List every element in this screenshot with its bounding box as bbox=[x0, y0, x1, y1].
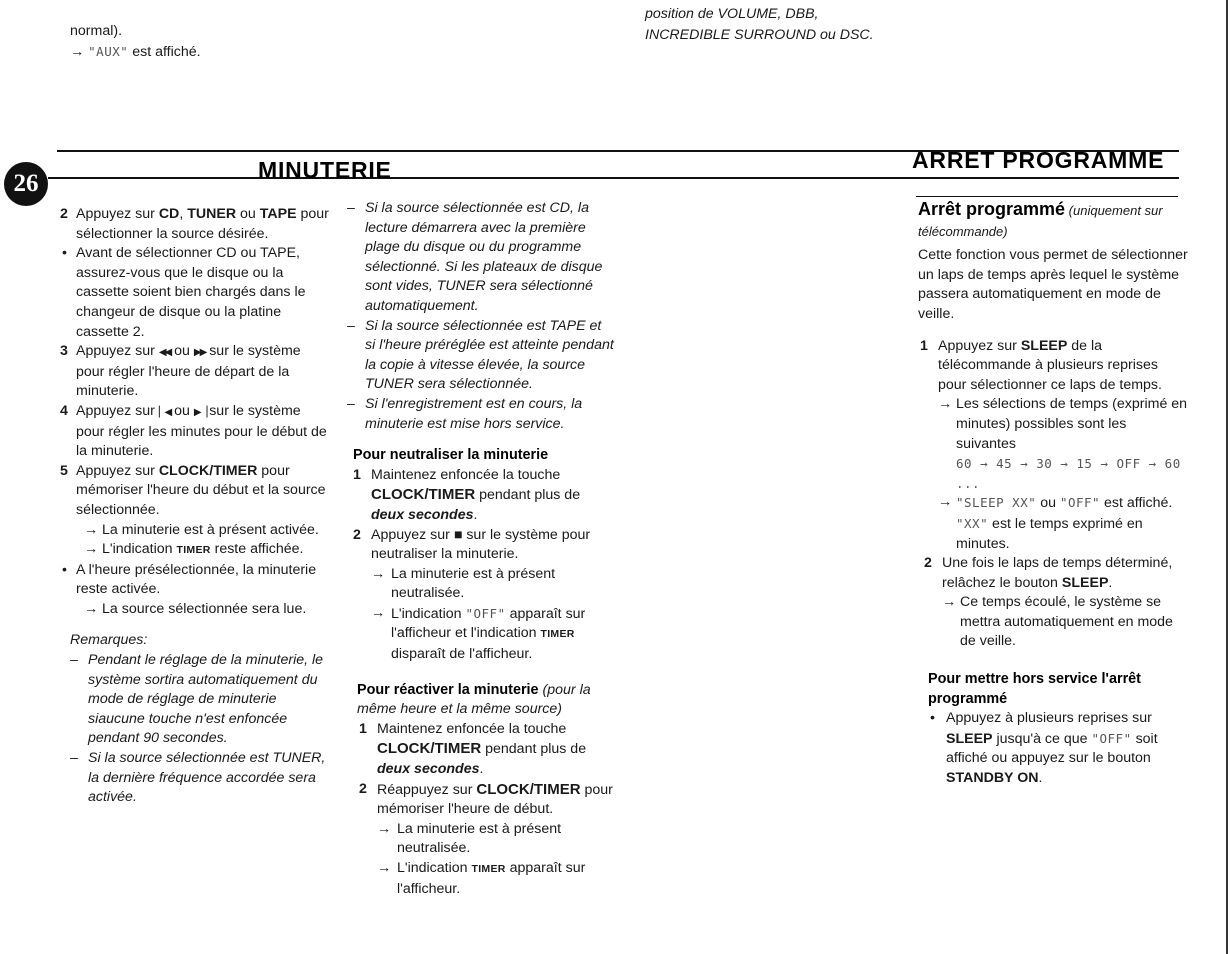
result-arrow: → Les sélections de temps (exprimé en minutes) possibles sont les suivantes bbox=[938, 396, 1188, 452]
arrow-icon: → bbox=[371, 565, 386, 582]
neutralize-heading: Pour neutraliser la minuterie bbox=[353, 447, 549, 464]
result-arrow: → La minuterie est à présent neutralisée. bbox=[377, 820, 562, 857]
top-right-fragment bbox=[645, 4, 945, 46]
reactivate-heading: Pour réactiver la minuterie (pour la même heure et la même source) bbox=[357, 681, 591, 718]
top-left-fragment bbox=[70, 22, 330, 62]
result-arrow: → L'indication TIMER apparaît sur l'afficheur. bbox=[377, 860, 586, 897]
remark-item: – Si la source sélectionnée est TUNER, la dernière fréquence accordée sera activée. bbox=[70, 750, 326, 806]
arret-column bbox=[918, 200, 1188, 789]
remark-item: – Si l'enregistrement est en cours, la minuterie est mise hors service. bbox=[347, 395, 583, 432]
step-1: 1 Maintenez enfoncée la touche CLOCK/TIMER pendant plus de deux secondes. bbox=[359, 720, 587, 778]
arrow-icon: → bbox=[84, 600, 99, 617]
arrow-icon: → bbox=[70, 43, 85, 60]
section-title-arret-wrap bbox=[912, 147, 1164, 173]
step-4: 4 Appuyez sur ▏◀ ou ▶▕ sur le système pour régler les minutes pour le début de la minuterie. bbox=[60, 402, 327, 460]
subtitle: Arrêt programmé (uniquement sur télécommande) bbox=[918, 199, 1163, 239]
bullet-item: • Avant de sélectionner CD ou TAPE, assurez-vous que le disque ou la cassette soient bien chargés dans le changeur de disque ou la platine cassette 2. bbox=[62, 245, 306, 340]
section-title-minuterie: MINUTERIE bbox=[258, 157, 392, 183]
minuterie-column-1 bbox=[60, 205, 332, 808]
arrow-icon: → bbox=[938, 494, 953, 511]
arrow-icon: → bbox=[84, 521, 99, 538]
section-title-arret: ARRET PROGRAMME bbox=[912, 147, 1165, 173]
remark-item: – Si la source sélectionnée est TAPE et si l'heure préréglée est atteinte pendant la copie à vitesse élevée, la source TUNER sera sélectionnée. bbox=[347, 317, 614, 393]
rewind-icon: ◀◀ bbox=[158, 347, 171, 359]
arrow-icon: → bbox=[84, 541, 99, 558]
page-number-badge bbox=[4, 162, 48, 206]
step-1: 1 Maintenez enfoncée la touche CLOCK/TIMER pendant plus de deux secondes. bbox=[353, 466, 581, 523]
step-5: 5 Appuyez sur CLOCK/TIMER pour mémoriser l'heure du début et la source sélectionnée. bbox=[60, 462, 326, 518]
stop-icon: ■ bbox=[453, 526, 463, 543]
display-text: "AUX" bbox=[88, 43, 129, 59]
skip-back-icon: ▏◀ bbox=[158, 406, 171, 418]
remarks-title: Remarques: bbox=[70, 632, 148, 649]
step-2: 2 Une fois le laps de temps déterminé, relâchez le bouton SLEEP. bbox=[924, 555, 1173, 591]
skip-forward-icon: ▶▕ bbox=[193, 406, 206, 418]
page-number: 26 bbox=[13, 170, 39, 198]
page-edge-line bbox=[1226, 0, 1228, 954]
result-arrow: → La minuterie est à présent activée. bbox=[60, 521, 332, 541]
step-1: 1 Appuyez sur SLEEP de la télécommande à plusieurs reprises pour sélectionner ce laps de temps. bbox=[920, 337, 1162, 393]
result-arrow: → L'indication TIMER reste affichée. bbox=[60, 540, 332, 561]
result-arrow: → L'indication "OFF" apparaît sur l'afficheur et l'indication TIMER disparaît de l'afficheur. bbox=[371, 604, 586, 663]
arrow-icon: → bbox=[377, 860, 392, 876]
fragment-text: normal). bbox=[70, 23, 123, 39]
result-arrow: → La source sélectionnée sera lue. bbox=[60, 600, 332, 620]
fast-forward-icon: ▶▶ bbox=[193, 347, 206, 359]
arrow-icon: → bbox=[938, 396, 953, 413]
step-2: 2 Appuyez sur ■ sur le système pour neutraliser la minuterie. bbox=[353, 526, 591, 563]
step-2: 2 Appuyez sur CD, TUNER ou TAPE pour sélectionner la source désirée. bbox=[60, 206, 329, 242]
step-3: 3 Appuyez sur ◀◀ ou ▶▶ sur le système pour régler l'heure de départ de la minuterie. bbox=[60, 343, 301, 400]
remark-item: – Pendant le réglage de la minuterie, le système sortira automatiquement du mode de réglage de minuterie siaucune touche n'est enfoncée pendant 90 secondes. bbox=[70, 652, 324, 747]
section-title-minuterie-wrap bbox=[258, 157, 392, 183]
bullet-item: • A l'heure présélectionnée, la minuterie reste activée. bbox=[62, 561, 317, 598]
intro-text: Cette fonction vous permet de sélectionner un laps de temps après lequel le système passera automatiquement en mode de veille. bbox=[918, 247, 1188, 322]
bullet-item: • Appuyez à plusieurs reprises sur SLEEP jusqu'à ce que "OFF" soit affiché ou appuyez sur le bouton STANDBY ON. bbox=[930, 710, 1158, 787]
header-rule-bottom bbox=[48, 177, 1179, 179]
result-arrow: → La minuterie est à présent neutralisée. bbox=[371, 565, 556, 602]
subsection-rule bbox=[916, 196, 1178, 197]
fragment-text: position de VOLUME, DBB, bbox=[645, 6, 819, 22]
minuterie-column-2 bbox=[347, 199, 615, 899]
disable-heading: Pour mettre hors service l'arrêt programmé bbox=[928, 671, 1141, 707]
fragment-text: INCREDIBLE SURROUND ou DSC. bbox=[645, 27, 874, 43]
fragment-text: est affiché. bbox=[128, 43, 201, 60]
remark-item: – Si la source sélectionnée est CD, la lecture démarrera avec la première plage du disque ou du programme sélectionné. Si les plateaux de disque sont vides, TUNER sera sélectionné automatiquement. bbox=[347, 200, 603, 314]
result-arrow: → "SLEEP XX" ou "OFF" est affiché. "XX" est le temps exprimé en minutes. bbox=[938, 494, 1173, 552]
arrow-icon: → bbox=[942, 594, 957, 611]
time-sequence: 60 → 45 → 30 → 15 → OFF → 60 ... bbox=[956, 456, 1181, 491]
arrow-icon: → bbox=[377, 820, 392, 837]
arrow-icon: → bbox=[371, 604, 386, 621]
result-arrow: → Ce temps écoulé, le système se mettra automatiquement en mode de veille. bbox=[942, 594, 1173, 650]
step-2: 2 Réappuyez sur CLOCK/TIMER pour mémoriser l'heure de début. bbox=[359, 780, 613, 818]
